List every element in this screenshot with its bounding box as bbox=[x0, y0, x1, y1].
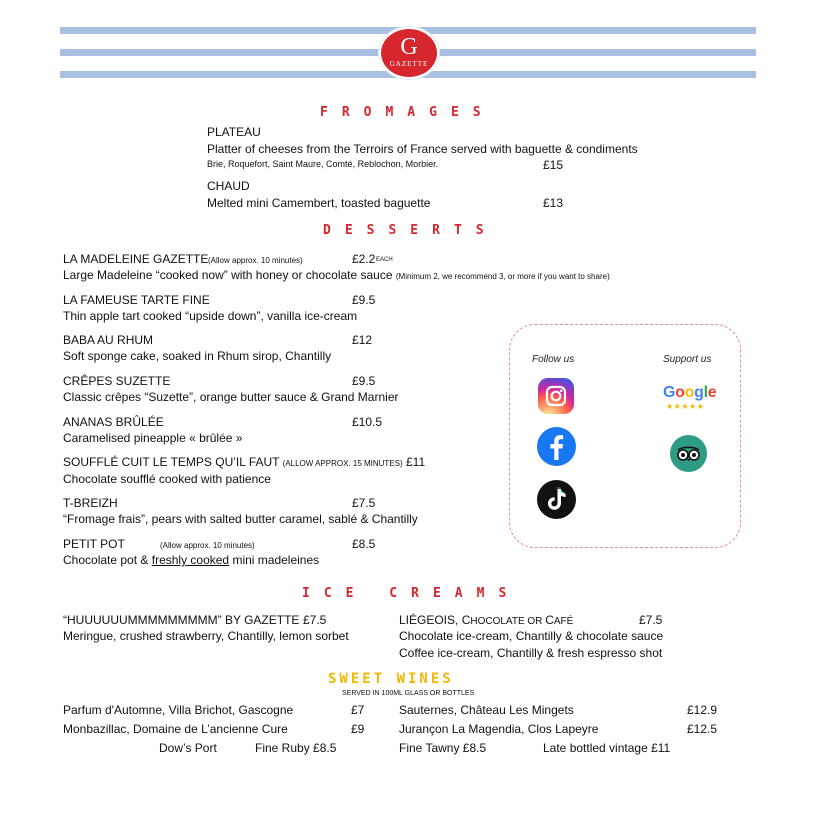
tiktok-icon[interactable] bbox=[537, 480, 576, 519]
port-late-bottled: Late bottled vintage £11 bbox=[543, 741, 671, 755]
google-icon[interactable]: Google bbox=[663, 384, 717, 401]
liegeois-name bbox=[399, 613, 573, 627]
port-fine-tawny: Fine Tawny £8.5 bbox=[399, 741, 487, 755]
wine-4-price: £12.5 bbox=[687, 722, 718, 736]
plateau-price: £15 bbox=[543, 158, 564, 172]
wines-subtitle: SERVED IN 100ML GLASS OR BOTTLES bbox=[342, 690, 475, 697]
logo-word: GAZETTE bbox=[389, 60, 429, 68]
madeleine-note: (Allow approx. 10 minutes) bbox=[208, 256, 303, 265]
liegeois-desc-1: Chocolate ice-cream, Chantilly & chocolate sauce bbox=[399, 629, 664, 643]
follow-us-label: Follow us bbox=[532, 354, 575, 365]
liegeois-name-d: AFÉ bbox=[553, 616, 574, 627]
crepes-name: CRÊPES SUZETTE bbox=[63, 374, 171, 388]
ananas-name: ANANAS BRÛLÉE bbox=[63, 415, 164, 429]
breizh-desc: “Fromage frais”, pears with salted butter caramel, sablé & Chantilly bbox=[63, 512, 418, 526]
huu-name: “HUUUUUUMMMMMMMMM” BY GAZETTE bbox=[63, 613, 300, 627]
tripadvisor-icon[interactable] bbox=[670, 435, 707, 472]
facebook-icon[interactable] bbox=[537, 427, 576, 466]
liegeois-name-a: LIÉGEOIS, C bbox=[399, 613, 471, 627]
petitpot-desc-c: mini madeleines bbox=[229, 553, 320, 567]
plateau-desc: Platter of cheeses from the Terroirs of France served with baguette & condiments bbox=[207, 142, 638, 156]
petitpot-price: £8.5 bbox=[352, 537, 376, 551]
wine-3-name: Sauternes, Château Les Mingets bbox=[399, 703, 574, 717]
petitpot-name: PETIT POT bbox=[63, 537, 125, 551]
wine-1-price: £7 bbox=[351, 703, 365, 717]
logo-letter: G bbox=[400, 34, 418, 60]
chaud-name: CHAUD bbox=[207, 179, 250, 193]
section-title-sweet-wines: SWEET WINES bbox=[328, 671, 454, 687]
baba-desc: Soft sponge cake, soaked in Rhum sirop, Chantilly bbox=[63, 349, 332, 363]
madeleine-desc-note: (Minimum 2, we recommend 3, or more if you want to share) bbox=[395, 272, 610, 281]
ananas-price: £10.5 bbox=[352, 415, 383, 429]
instagram-icon[interactable] bbox=[538, 378, 574, 414]
tarte-name: LA FAMEUSE TARTE FINE bbox=[63, 293, 210, 307]
section-title-ice-creams: ICE CREAMS bbox=[302, 586, 521, 601]
souffle-line bbox=[63, 455, 425, 469]
support-us-label: Support us bbox=[663, 354, 712, 365]
petitpot-note: (Allow approx. 10 minutes) bbox=[160, 541, 255, 550]
google-stars: ★★★★★ bbox=[666, 402, 705, 411]
liegeois-desc-2: Coffee ice-cream, Chantilly & fresh espresso shot bbox=[399, 646, 663, 660]
gazette-logo bbox=[379, 27, 439, 79]
ananas-desc: Caramelised pineapple « brûlée » bbox=[63, 431, 243, 445]
wine-4-name: Jurançon La Magendia, Clos Lapeyre bbox=[399, 722, 599, 736]
chaud-desc: Melted mini Camembert, toasted baguette bbox=[207, 196, 431, 210]
huu-desc: Meringue, crushed strawberry, Chantilly, lemon sorbet bbox=[63, 629, 349, 643]
breizh-name: T-BREIZH bbox=[63, 496, 118, 510]
wine-2-price: £9 bbox=[351, 722, 365, 736]
port-fine-ruby: Fine Ruby £8.5 bbox=[255, 741, 337, 755]
petitpot-desc bbox=[63, 553, 319, 567]
section-title-fromages: FROMAGES bbox=[320, 105, 495, 120]
plateau-name: PLATEAU bbox=[207, 125, 261, 139]
petitpot-desc-a: Chocolate pot & bbox=[63, 553, 152, 567]
souffle-desc: Chocolate soufflé cooked with patience bbox=[63, 472, 271, 486]
port-name: Dow’s Port bbox=[159, 741, 217, 755]
wine-1-name: Parfum d'Automne, Villa Brichot, Gascogne bbox=[63, 703, 294, 717]
crepes-price: £9.5 bbox=[352, 374, 376, 388]
breizh-price: £7.5 bbox=[352, 496, 376, 510]
liegeois-price: £7.5 bbox=[639, 613, 663, 627]
tarte-desc: Thin apple tart cooked “upside down”, vanilla ice-cream bbox=[63, 309, 358, 323]
tarte-price: £9.5 bbox=[352, 293, 376, 307]
plateau-list: Brie, Roquefort, Saint Maure, Comté, Reblochon, Morbier. bbox=[207, 159, 439, 169]
madeleine-desc bbox=[63, 268, 610, 282]
crepes-desc: Classic crêpes “Suzette”, orange butter sauce & Grand Marnier bbox=[63, 390, 399, 404]
chaud-price: £13 bbox=[543, 196, 564, 210]
section-title-desserts: DESSERTS bbox=[323, 223, 498, 238]
souffle-name: SOUFFLÉ CUIT LE TEMPS QU’IL FAUT bbox=[63, 455, 280, 469]
madeleine-desc-text: Large Madeleine “cooked now” with honey or chocolate sauce bbox=[63, 268, 393, 282]
liegeois-name-b: HOCOLATE OR bbox=[470, 616, 546, 627]
madeleine-name: LA MADELEINE GAZETTE bbox=[63, 252, 209, 266]
wine-3-price: £12.9 bbox=[687, 703, 718, 717]
baba-name: BABA AU RHUM bbox=[63, 333, 154, 347]
madeleine-price: £2.2 bbox=[352, 252, 376, 266]
baba-price: £12 bbox=[352, 333, 373, 347]
souffle-note: (ALLOW APPROX. 15 MINUTES) bbox=[282, 459, 403, 468]
madeleine-each: EACH bbox=[376, 257, 393, 263]
souffle-price: £11 bbox=[406, 455, 426, 469]
petitpot-desc-underlined: freshly cooked bbox=[151, 553, 230, 567]
liegeois-name-c: C bbox=[545, 613, 554, 627]
wine-2-name: Monbazillac, Domaine de L’ancienne Cure bbox=[63, 722, 288, 736]
huu-price: £7.5 bbox=[303, 613, 327, 627]
